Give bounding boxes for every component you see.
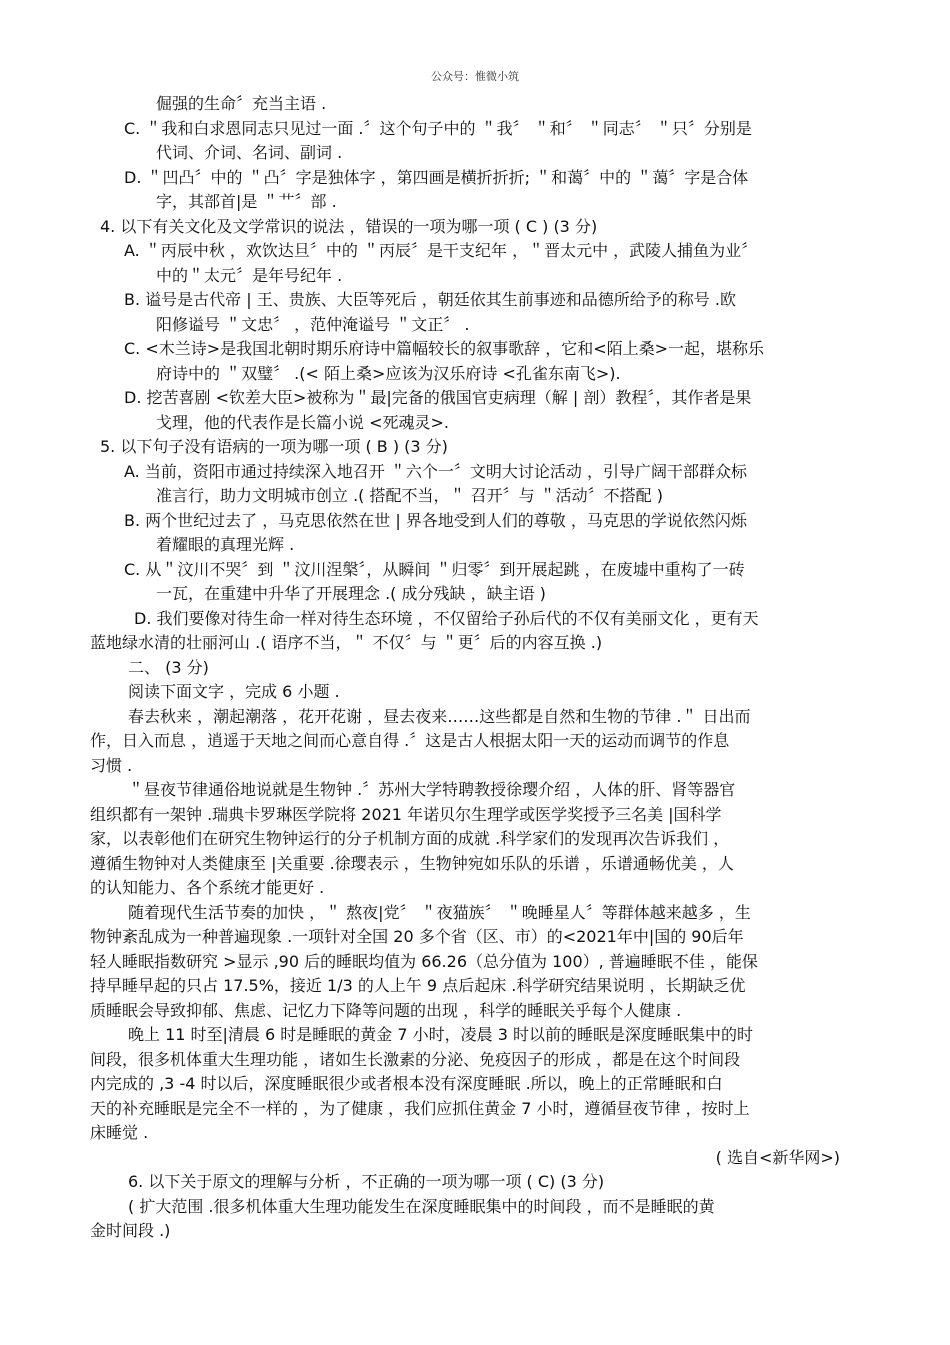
text-line: 戈理，他的代表作是长篇小说 <死魂灵>. <box>156 412 449 432</box>
text-line: ( 扩大范围 .很多机体重大生理功能发生在深度睡眠集中的时间段 ，而不是睡眠的黄 <box>128 1196 715 1216</box>
text-line: 间段，很多机体重大生理功能 ，诸如生长激素的分泌、免疫因子的形成 ，都是在这个时间段 <box>90 1049 741 1069</box>
text-line: 物钟紊乱成为一种普遍现象 .一项针对全国 20 多个省（区、市）的<2021年中|国的 90后年 <box>90 927 744 946</box>
text-line: C. ＂我和白求恩同志只见过一面 .〞这个句子中的 ＂我〞 ＂和〞 ＂同志〞 ＂只〞分别是 <box>124 118 752 138</box>
text-line: 床睡觉 . <box>90 1123 149 1142</box>
document-body <box>90 92 860 1244</box>
text-line: 天的补充睡眠是完全不一样的 ，为了健康 ，我们应抓住黄金 7 小时，遵循昼夜节律 ，按时上 <box>90 1098 750 1118</box>
text-line: ( 选自<新华网>) <box>715 1147 840 1167</box>
text-line: 5. 以下句子没有语病的一项为哪一项 ( B ) (3 分) <box>100 437 448 456</box>
text-line: C. <木兰诗>是我国北朝时期乐府诗中篇幅较长的叙事歌辞 ，它和<陌上桑>一起，堪称乐 <box>124 339 765 358</box>
text-line: 遵循生物钟对人类健康至 |关重要 .徐璎表示 ，生物钟宛如乐队的乐谱 ，乐谱通畅优美 ，人 <box>90 853 734 873</box>
text-line: 组织都有一架钟 .瑞典卡罗琳医学院将 2021 年诺贝尔生理学或医学奖授予三名美 |国科学 <box>90 804 722 824</box>
text-line: 春去秋来 ，潮起潮落 ，花开花谢 ，昼去夜来……这些都是自然和生物的节律 .＂ 日出而 <box>128 706 751 726</box>
text-line: 的认知能力、各个系统才能更好 . <box>90 878 325 897</box>
text-line: 随着现代生活节奏的加快 ，＂ 熬夜|党〞 ＂夜猫族〞 ＂晚睡星人〞等群体越来越多 ，生 <box>128 902 751 922</box>
text-line: 内完成的 ,3 -4 时以后，深度睡眠很少或者根本没有深度睡眠 .所以，晚上的正常睡眠和白 <box>90 1074 723 1093</box>
text-line: A. 当前，资阳市通过持续深入地召开 ＂六个一〞文明大讨论活动 ，引导广阔干部群众标 <box>124 461 748 481</box>
text-line: 晚上 11 时至|清晨 6 时是睡眠的黄金 7 小时，凌晨 3 时以前的睡眠是深度睡眠集中的时 <box>128 1025 753 1044</box>
text-line: 阅读下面文字 ，完成 6 小题 . <box>128 682 340 701</box>
text-line: 4. 以下有关文化及文学常识的说法 ，错误的一项为哪一项 ( C ) (3 分) <box>100 216 598 236</box>
text-line: 6. 以下关于原文的理解与分析 ，不正确的一项为哪一项 ( C) (3 分) <box>128 1172 605 1191</box>
text-line: ＂昼夜节律通俗地说就是生物钟 .〞苏州大学特聘教授徐璎介绍 ，人体的肝、肾等器官 <box>128 780 736 799</box>
page-header: 公众号：惟微小筑 <box>431 70 519 83</box>
text-line: 轻人睡眠指数研究 >显示 ,90 后的睡眠均值为 66.26（总分值为 100）, 普遍睡眠不佳 ，能保 <box>90 951 758 971</box>
text-line: 倔强的生命〞充当主语 . <box>156 94 327 113</box>
text-line: B. 两个世纪过去了 ，马克思依然在世 | 界各地受到人们的尊敬 ，马克思的学说依然闪烁 <box>124 510 747 530</box>
text-line: 府诗中的 ＂双璧〞 .(< 陌上桑>应该为汉乐府诗 <孔雀东南飞>). <box>156 363 621 383</box>
text-line: D. ＂凹凸〞中的 ＂凸〞字是独体字 ，第四画是横折折折; ＂和蔼〞中的 ＂蔼〞字是合体 <box>124 167 749 187</box>
text-line: 字，其部首|是 ＂艹〞部 . <box>156 192 337 211</box>
text-line: 蓝地绿水清的壮丽河山 .( 语序不当，＂ 不仅〞与 ＂更〞后的内容互换 .) <box>90 633 603 652</box>
text-line: 金时间段 .) <box>90 1221 171 1240</box>
text-line: 作，日入而息 ，逍遥于天地之间而心意自得 .〞这是古人根据太阳一天的运动而调节的作息 <box>90 731 730 750</box>
text-line: 质睡眠会导致抑郁、焦虑、记忆力下降等问题的出现 ，科学的睡眠关乎每个人健康 . <box>90 1000 682 1020</box>
text-line: 习惯 . <box>90 755 133 775</box>
text-line: B. 谥号是古代帝 | 王、贵族、大臣等死后 ，朝廷依其生前事迹和品德所给予的称号 .欧 <box>124 290 736 309</box>
text-line: 代词、介词、名词、副词 . <box>156 143 343 162</box>
text-line: 持早睡早起的只占 17.5%，接近 1/3 的人上午 9 点后起床 .科学研究结果说明 ，长期缺乏优 <box>90 976 746 995</box>
text-line: D. 挖苦喜剧 <钦差大臣>被称为＂最|完备的俄国官吏病理（解 | 剖）教程〞，其作者是果 <box>124 388 752 407</box>
text-line: 准言行，助力文明城市创立 .( 搭配不当，＂ 召开〞与 ＂活动〞不搭配 ) <box>156 486 664 505</box>
text-line: 中的＂太元〞是年号纪年 . <box>156 265 343 285</box>
text-line: A. ＂丙辰中秋 ，欢饮达旦〞中的 ＂丙辰〞是干支纪年 ，＂晋太元中 ，武陵人捕鱼为业〞 <box>124 241 758 260</box>
text-line: 阳修谥号 ＂文忠〞 ，范仲淹谥号 ＂文正〞 . <box>156 314 470 334</box>
text-line: 家，以表彰他们在研究生物钟运行的分子机制方面的成就 .科学家们的发现再次告诉我们 ， <box>90 829 730 848</box>
text-line: 着耀眼的真理光辉 . <box>156 535 295 554</box>
text-line: D. 我们要像对待生命一样对待生态环境 ，不仅留给子孙后代的不仅有美丽文化 ，更有天 <box>134 608 759 628</box>
text-line: 二、 (3 分) <box>128 657 209 677</box>
text-line: 一瓦，在重建中升华了开展理念 .( 成分残缺 ，缺主语 ) <box>156 584 546 603</box>
text-line: C. 从＂汶川不哭〞到 ＂汶川涅槃〞，从瞬间 ＂归零〞到开展起跳 ，在废墟中重构了一砖 <box>124 559 745 579</box>
